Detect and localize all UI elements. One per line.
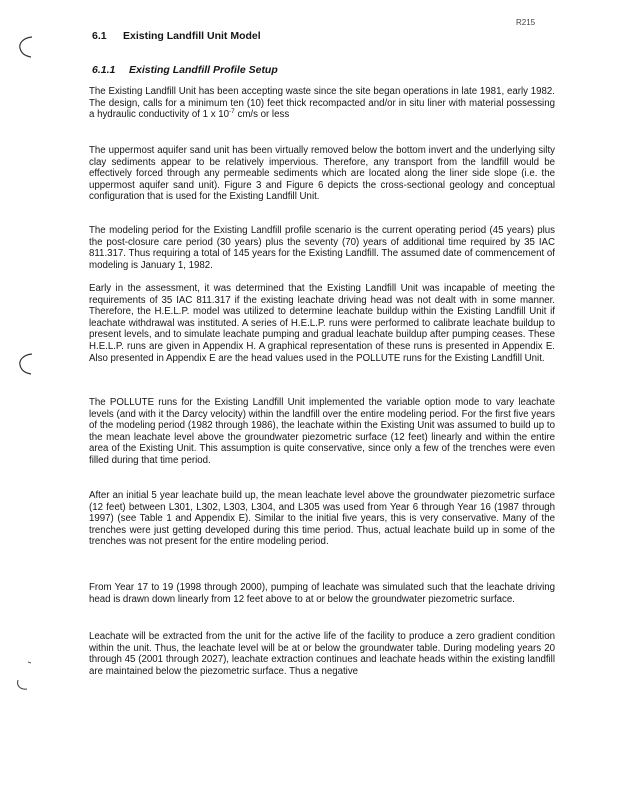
page-number: R215 xyxy=(516,18,536,27)
paragraph-extraction: Leachate will be extracted from the unit for the active life of the facility to produce a zero gradient condition within the unit. Thus, the leachate level will be at or below the groundwater table. During modeling years 20 through 45 (2001 through 2027), leachate extraction continues and leachate heads within the existing landfill are maintained below the piezometric surface. Thus a negative xyxy=(89,631,555,677)
paragraph-text: cm/s or less xyxy=(234,109,290,121)
paragraph-assessment: Early in the assessment, it was determined that the Existing Landfill Unit was incapable of meeting the requirements of 35 IAC 811.317 if the existing leachate driving head was not dealt with in some manner. Therefore, the H.E.L.P. model was utilized to determine leachate buildup within the Existing Landfill Unit if leachate withdrawal was instituted. A series of H.E.L.P. runs were performed to calibrate leachate buildup to present levels, and to simulate leachate pumping and gradual leachate buildup after pumping ceases. These H.E.L.P. runs are given in Appendix H. A graphical representation of these runs is presented in Appendix E. Also presented in Appendix E are the head values used in the POLLUTE runs for the Existing Landfill Unit. xyxy=(89,283,555,364)
paragraph-pumping: From Year 17 to 19 (1998 through 2000), pumping of leachate was simulated such that the leachate driving head is drawn down linearly from 12 feet above to at or below the groundwater piezometric surface. xyxy=(89,582,555,605)
subsection-title: Existing Landfill Profile Setup xyxy=(129,64,278,76)
paragraph-pollute-runs: The POLLUTE runs for the Existing Landfill Unit implemented the variable option mode to vary leachate levels (and with it the Darcy velocity) within the landfill over the entire modeling period. For the first five years of the modeling period (1982 through 1986), the leachate within the Existing Unit was assumed to build up to the mean leachate level above the groundwater piezometric surface (12 feet) linearly and within the entire area of the Existing Unit. This assumption is quite conservative, since only a few of the trenches were even filled during that time period. xyxy=(89,397,555,466)
paragraph-text: The Existing Landfill Unit has been accepting waste since the site began operations in late 1981, early 1982. The design, calls for a minimum ten (10) feet thick recompacted and/or in situ liner with material possessing a hydraulic conductivity of 1 x 10 xyxy=(89,86,555,121)
exponent: -7 xyxy=(229,107,235,115)
punch-hole-mark xyxy=(16,351,36,377)
paragraph-modeling-period: The modeling period for the Existing Landfill profile scenario is the current operating period (45 years) plus the post-closure care period (30 years) plus the seventy (70) years of additional time required by 35 IAC 811.317. Thus requiring a total of 145 years for the Existing Landfill. The assumed date of commencement of modeling is January 1, 1982. xyxy=(89,225,555,271)
punch-hole-mark xyxy=(12,660,34,694)
paragraph-leachate-buildup: After an initial 5 year leachate build up, the mean leachate level above the groundwater piezometric surface (12 feet) between L301, L302, L303, L304, and L305 was used from Year 6 through Year 16 (1987 through 1997) (see Table 1 and Appendix E). Similar to the initial five years, this is very conservative. Many of the trenches were just getting developed during this time period. Thus, actual leachate build up in some of the trenches was not present for the entire modeling period. xyxy=(89,490,555,548)
section-title: Existing Landfill Unit Model xyxy=(123,30,261,42)
section-heading xyxy=(92,30,261,42)
section-number: 6.1 xyxy=(92,30,107,42)
paragraph-aquifer: The uppermost aquifer sand unit has been virtually removed below the bottom invert and the underlying silty clay sediments appear to be relatively impervious. Therefore, any transport from the landfill would be effectively forced through any permeable sediments which are located along the liner side slope (i.e. the uppermost aquifer sand unit). Figure 3 and Figure 6 depicts the cross-sectional geology and conceptual configuration that is used for the Existing Landfill Unit. xyxy=(89,145,555,203)
subsection-number: 6.1.1 xyxy=(92,64,116,76)
punch-hole-mark xyxy=(16,34,36,60)
subsection-heading xyxy=(92,64,278,76)
paragraph-landfill-history xyxy=(89,86,555,121)
